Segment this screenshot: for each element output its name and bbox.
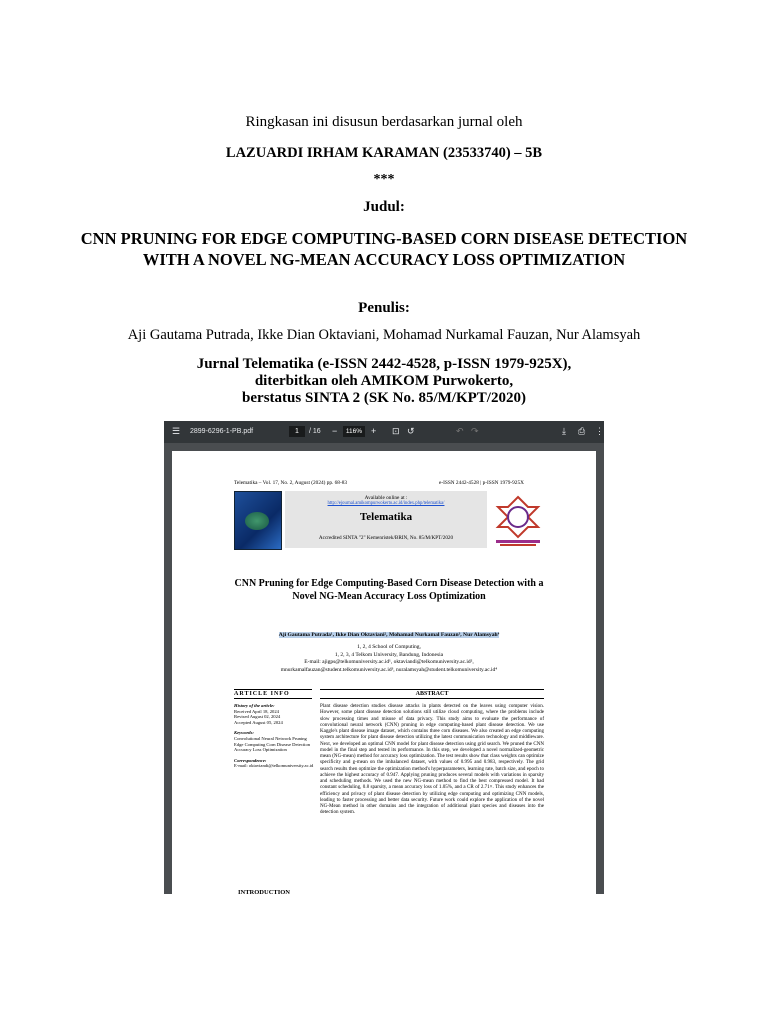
undo-icon[interactable]: ↶ <box>456 426 464 436</box>
journal-line-2: diterbitkan oleh AMIKOM Purwokerto, <box>254 373 514 389</box>
pdf-viewer-screenshot <box>164 421 604 894</box>
correspondence-label: Correspondence: <box>234 757 267 763</box>
summary-author: LAZUARDI IRHAM KARAMAN (23533740) – 5B <box>225 145 543 161</box>
aff-line: E-mail: ajigps@telkomuniversity.ac.id¹, oktaviandi@telkomuniversity.ac.id², <box>304 659 474 666</box>
judul-label: Judul: <box>363 199 405 215</box>
aff-line: 1, 2, 4 School of Computing, <box>357 644 421 650</box>
history-label: History of the article: <box>234 703 275 708</box>
available-online: Available online at : <box>364 495 408 501</box>
introduction-heading: INTRODUCTION <box>238 889 291 894</box>
journal-cover-image <box>234 491 282 550</box>
aff-line: 1, 2, 3, 4 Telkom University, Bandung, Indonesia <box>334 651 444 658</box>
abstract-text: Plant disease detection studies disease attacks in plants detected on the leaves using computer vision. However, some plant disease detection solutions still utilize cloud computing, where the problems include slow processing times and misuse of data privacy. This study aims to evaluate the performance of convolutional neural network (CNN) pruning in edge computing-based plant disease detection. We use Kaggle's plant disease image dataset, which contains three corn diseases. We also created an edge computing system architecture for plant disease detection utilizing the latest communication technology and middleware. Next, we developed an optimal CNN model for plant disease detection using grid search. We pruned the CNN model in the final step and tested its performance. In this step, we developed a novel normalized-geometric mean (NG-mean) method for accuracy loss optimization. The test results show that class weights can optimize specificity and g-mean on the imbalanced dataset, with values of 0.995 and 0.983, respectively. The grid search results then optimize the optimization method's hyperparameters, learning rate, batch size, and epoch to achieve the highest accuracy of 0.947. Applying pruning produces several models with variations in sparsity and scheduling methods. We used the new NG-mean method to find the best compressed model. It had constant scheduling, 0.8 sparsity, a mean accuracy loss of 1.05%, and a CR of 2.71×. This study enhances the efficiency and privacy of plant disease detection by utilizing edge computing and optimizing CNN models, leading to faster processing and better data security. Future work could explore the application of the novel NG-Mean method in other domains and the integration of additional plant species and diseases into the detection system. <box>320 703 544 816</box>
running-head-right: e-ISSN 2442-4528 | p-ISSN 1979-925X <box>439 480 524 486</box>
revised-date: Revised August 02, 2024 <box>234 714 281 720</box>
pdf-paper-title: CNN Pruning for Edge Computing-Based Corn Disease Detection with a Novel NG-Mean Accuracy Loss Optimization <box>234 578 544 602</box>
separator: *** <box>373 172 395 187</box>
journal-line-3: berstatus SINTA 2 (SK No. 85/M/KPT/2020) <box>242 390 526 406</box>
correspondence-email: E-mail: oktaviandi@telkomuniversity.ac.id <box>234 763 314 769</box>
keywords-label: Keywords: <box>234 730 254 736</box>
accepted-date: Accepted August 05, 2024 <box>234 719 283 725</box>
more-icon[interactable]: ⋮ <box>595 426 604 436</box>
aff-line: mnurkamalfauzan@student.telkomuniversity.ac.id³, nuralamsyah@student.telkomuniversity.ac.id⁴ <box>280 666 498 673</box>
journal-url[interactable]: http://ejournal.amikompurwokerto.ac.id/index.php/telematika/ <box>327 501 445 506</box>
pdf-filename: 2899-6296-1-PB.pdf <box>190 428 254 435</box>
pdf-authors-text: Aji Gautama Putrada¹, Ikke Dian Oktaviani², Mohamad Nurkamal Fauzan³, Nur Alamsyah⁴ <box>278 632 500 638</box>
page-number-input[interactable]: 1 <box>289 426 305 437</box>
zoom-in-icon[interactable]: + <box>371 426 377 436</box>
zoom-level[interactable]: 116% <box>343 426 365 437</box>
keywords: Convolutional Neural Network Pruning Edge Computing Corn Disease Detection Accuracy Loss Optimization <box>234 735 311 753</box>
print-icon[interactable]: ⎙ <box>578 426 586 436</box>
fit-page-icon[interactable]: ⊡ <box>392 426 400 436</box>
intro-line: Ringkasan ini disusun berdasarkan jurnal oleh <box>245 114 523 130</box>
paper-title: CNN PRUNING FOR EDGE COMPUTING-BASED CORN DISEASE DETECTION WITH A NOVEL NG-MEAN ACCURACY LOSS OPTIMIZATION <box>80 229 688 269</box>
penulis-label: Penulis: <box>358 300 410 316</box>
page-total: / 16 <box>309 428 321 435</box>
journal-line-1: Jurnal Telematika (e-ISSN 2442-4528, p-ISSN 1979-925X), <box>196 356 572 372</box>
article-info-heading: ARTICLE INFO <box>234 689 312 699</box>
article-info <box>234 703 314 769</box>
accreditation: Accredited SINTA "2" Kemenristek/BRIN, No. 85/M/KPT/2020 <box>318 535 454 541</box>
paper-authors: Aji Gautama Putrada, Ikke Dian Oktaviani, Mohamad Nurkamal Fauzan, Nur Alamsyah <box>127 327 641 343</box>
pdf-page <box>172 451 596 894</box>
university-logo <box>492 491 544 548</box>
zoom-out-icon[interactable]: − <box>332 426 338 436</box>
abstract-heading: ABSTRACT <box>320 689 544 699</box>
menu-icon[interactable]: ☰ <box>172 426 181 436</box>
journal-name: Telematika <box>359 511 413 523</box>
pdf-affiliations <box>234 644 544 674</box>
redo-icon[interactable]: ↷ <box>471 426 479 436</box>
journal-info <box>0 356 768 407</box>
rotate-icon[interactable]: ↺ <box>407 426 415 436</box>
pdf-toolbar <box>164 421 604 443</box>
pdf-authors <box>234 632 544 638</box>
download-icon[interactable]: ⤓ <box>562 426 566 436</box>
journal-banner <box>285 491 487 548</box>
received-date: Received April 18, 2024 <box>234 708 279 714</box>
running-head-left: Telematika – Vol. 17, No. 2, August (2024) pp. 68-83 <box>234 480 348 486</box>
